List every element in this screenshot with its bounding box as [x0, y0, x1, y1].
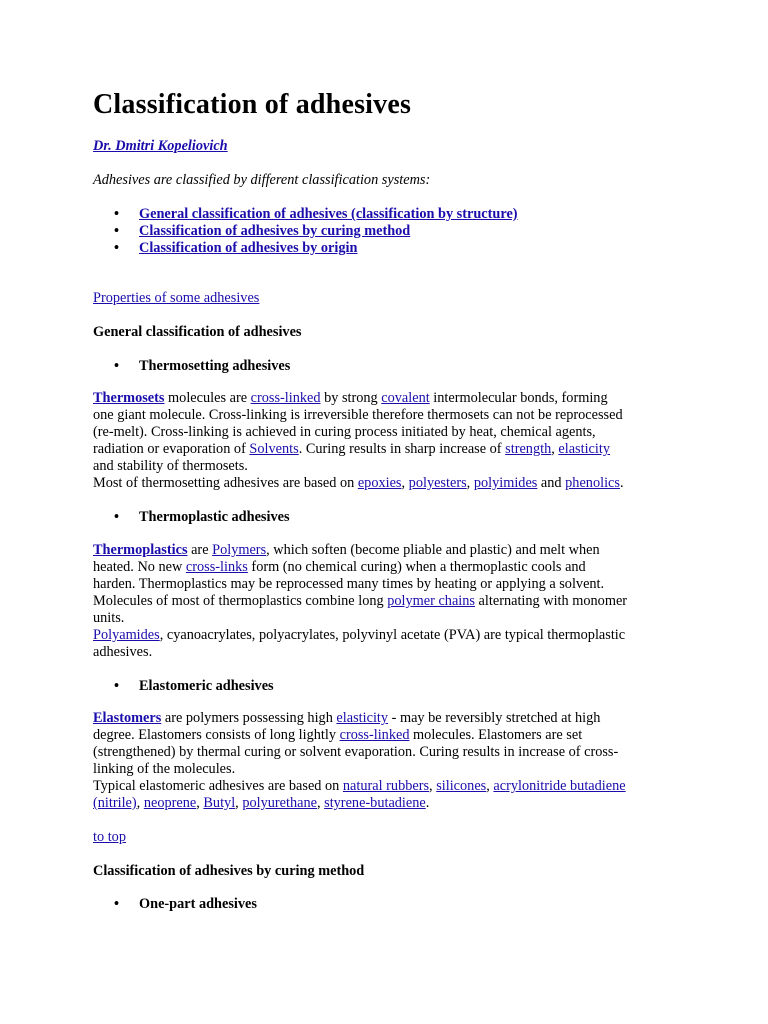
text-line: (strengthened) by thermal curing or solvent evaporation. Curing results in increase of cross-: [93, 744, 619, 760]
link-nitrile[interactable]: (nitrile): [93, 795, 137, 811]
page-title: Classification of adhesives: [93, 89, 412, 120]
link-butyl[interactable]: Butyl: [203, 795, 236, 811]
text: degree. Elastomers consists of long lightly: [93, 727, 340, 743]
text: ,: [466, 475, 474, 491]
text: .: [425, 795, 430, 811]
link-thermosets[interactable]: Thermosets: [93, 390, 165, 406]
link-elastomers[interactable]: Elastomers: [93, 710, 162, 726]
text: - may be reversibly stretched at high: [388, 710, 601, 726]
to-top-link[interactable]: to top: [93, 829, 126, 845]
text: ,: [486, 778, 494, 794]
text: ,: [235, 795, 243, 811]
text: Most of thermosetting adhesives are based on: [93, 475, 358, 491]
section-heading-curing: Classification of adhesives by curing method: [93, 863, 365, 879]
intro-text: Adhesives are classified by different classification systems:: [93, 172, 431, 188]
link-strength[interactable]: strength: [505, 441, 552, 457]
text-line: adhesives.: [93, 644, 153, 660]
text-line: one giant molecule. Cross-linking is irreversible therefore thermosets can not be reprocessed: [93, 407, 623, 423]
link-cross-linked[interactable]: cross-linked: [250, 390, 321, 406]
bullet-elastomeric: • Elastomeric adhesives: [93, 678, 274, 695]
toc-item: [93, 240, 518, 257]
link-styrene-butadiene[interactable]: styrene-butadiene: [324, 795, 426, 811]
link-elasticity[interactable]: elasticity: [558, 441, 610, 457]
text: ,: [551, 441, 559, 457]
link-cross-links[interactable]: cross-links: [185, 559, 248, 575]
toc-link-origin[interactable]: Classification of adhesives by origin: [139, 240, 358, 256]
text-line: units.: [93, 610, 125, 626]
text: heated. No new: [93, 559, 186, 575]
link-polyamides[interactable]: Polyamides: [93, 627, 160, 643]
elastomeric-paragraph: [93, 710, 678, 812]
link-polymer-chains[interactable]: polymer chains: [387, 593, 475, 609]
link-covalent[interactable]: covalent: [381, 390, 430, 406]
text: ,: [316, 795, 325, 811]
text: form (no chemical curing) when a thermoplastic cools and: [247, 559, 586, 575]
text: are polymers possessing high: [161, 710, 337, 726]
text: are: [187, 542, 213, 558]
toc-item: [93, 223, 518, 240]
section-heading-general: General classification of adhesives: [93, 324, 302, 340]
text-line: and stability of thermosets.: [93, 458, 248, 474]
link-cross-linked[interactable]: cross-linked: [339, 727, 410, 743]
link-acrylonitride-butadiene[interactable]: acrylonitride butadiene: [493, 778, 626, 794]
toc-item: [93, 206, 518, 223]
link-polyurethane[interactable]: polyurethane: [242, 795, 317, 811]
text: molecules. Elastomers are set: [409, 727, 583, 743]
text-line: harden. Thermoplastics may be reprocessed many times by heating or applying a solvent.: [93, 576, 605, 592]
link-polymers[interactable]: Polymers: [212, 542, 267, 558]
bullet-one-part: • One-part adhesives: [93, 896, 257, 913]
text: by strong: [320, 390, 382, 406]
text: ,: [136, 795, 144, 811]
link-thermoplastics[interactable]: Thermoplastics: [93, 542, 188, 558]
text: molecules are: [164, 390, 251, 406]
toc-link-curing[interactable]: Classification of adhesives by curing method: [139, 223, 411, 239]
text: Molecules of most of thermoplastics combine long: [93, 593, 388, 609]
link-phenolics[interactable]: phenolics: [565, 475, 620, 491]
link-polyimides[interactable]: polyimides: [473, 475, 538, 491]
text: Typical elastomeric adhesives are based on: [93, 778, 343, 794]
link-natural-rubbers[interactable]: natural rubbers: [342, 778, 430, 794]
text: and: [537, 475, 566, 491]
link-neoprene[interactable]: neoprene: [143, 795, 197, 811]
link-elasticity[interactable]: elasticity: [336, 710, 389, 726]
text: ,: [401, 475, 409, 491]
text: radiation or evaporation of: [93, 441, 250, 457]
link-solvents[interactable]: Solvents: [249, 441, 299, 457]
toc-link-general[interactable]: General classification of adhesives (classification by structure): [139, 206, 518, 222]
table-of-contents: [93, 206, 518, 257]
properties-link[interactable]: Properties of some adhesives: [93, 290, 260, 306]
bullet-thermoplastic: • Thermoplastic adhesives: [93, 509, 290, 526]
text: . Curing results in sharp increase of: [298, 441, 506, 457]
text: .: [619, 475, 624, 491]
thermosetting-paragraph: [93, 390, 678, 492]
link-silicones[interactable]: silicones: [436, 778, 487, 794]
text: ,: [429, 778, 437, 794]
text: intermolecular bonds, forming: [429, 390, 608, 406]
text: alternating with monomer: [474, 593, 628, 609]
bullet-thermosetting: • Thermosetting adhesives: [93, 358, 290, 375]
text: , cyanoacrylates, polyacrylates, polyvinyl acetate (PVA) are typical thermoplastic: [159, 627, 626, 643]
text-line: linking of the molecules.: [93, 761, 236, 777]
link-polyesters[interactable]: polyesters: [408, 475, 467, 491]
author-link[interactable]: Dr. Dmitri Kopeliovich: [93, 138, 228, 154]
link-epoxies[interactable]: epoxies: [357, 475, 402, 491]
text: ,: [196, 795, 204, 811]
thermoplastic-paragraph: [93, 542, 678, 661]
text: , which soften (become pliable and plastic) and melt when: [266, 542, 600, 558]
text-line: (re-melt). Cross-linking is achieved in curing process initiated by heat, chemical agents,: [93, 424, 596, 440]
